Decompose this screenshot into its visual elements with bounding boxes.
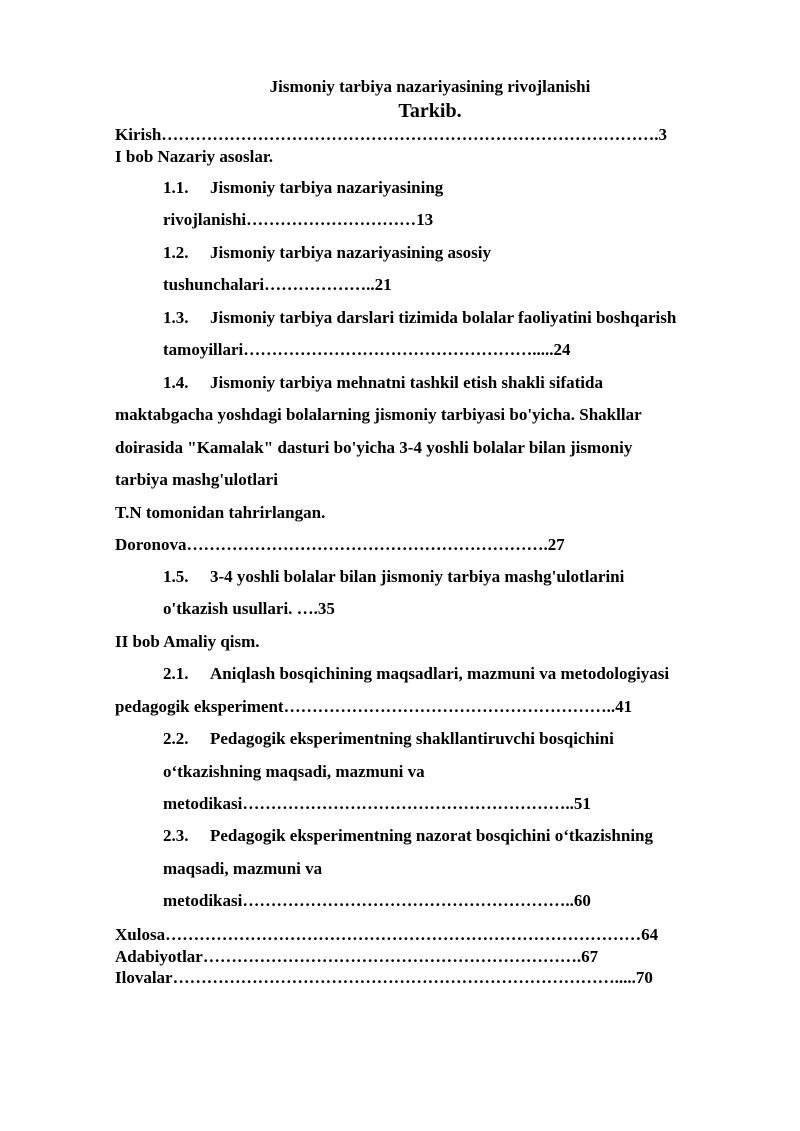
toc-entry-1-2	[163, 243, 491, 263]
toc-entry-xulosa: Xulosa…………………………………………………………………………64	[115, 925, 659, 944]
toc-chapter-1: I bob Nazariy asoslar.	[115, 147, 274, 166]
toc-entry-1-1	[163, 178, 443, 198]
toc-entry-1-4-cont: T.N tomonidan tahrirlangan.	[115, 503, 326, 522]
toc-entry-1-4-cont: Doronova……………………………………………………….27	[115, 535, 565, 554]
toc-entry-adabiyotlar: Adabiyotlar………………………………………………………….67	[115, 947, 599, 966]
section-number: 1.1.	[163, 178, 189, 197]
toc-entry-2-3-cont: maqsadi, mazmuni va	[163, 859, 323, 878]
toc-entry-ilovalar: Ilovalar…………………………………………………………………….....70	[115, 968, 653, 987]
section-number: 2.1.	[163, 664, 189, 683]
section-title: Pedagogik eksperimentning shakllantiruvchi bosqichini	[210, 729, 614, 748]
toc-entry-1-5-cont: o'tkazish usullari. ….35	[163, 599, 335, 618]
section-number: 1.2.	[163, 243, 189, 262]
document-title: Jismoniy tarbiya nazariyasining rivojlanishi	[269, 77, 591, 96]
section-title: Jismoniy tarbiya darslari tizimida bolalar faoliyatini boshqarish	[210, 308, 677, 327]
toc-chapter-2: II bob Amaliy qism.	[115, 632, 260, 651]
toc-entry-1-5	[163, 567, 624, 587]
section-title: Jismoniy tarbiya nazariyasining	[210, 178, 444, 197]
toc-entry-2-1-cont: pedagogik eksperiment…………………………………………………..41	[115, 697, 633, 716]
toc-entry-2-2-cont: metodikasi…………………………………………………..51	[163, 794, 591, 813]
section-title: Jismoniy tarbiya mehnatni tashkil etish shakli sifatida	[210, 373, 603, 392]
toc-entry-kirish: Kirish…………………………………………………………………………….3	[115, 125, 668, 144]
section-number: 1.5.	[163, 567, 189, 586]
toc-entry-1-4-cont: maktabgacha yoshdagi bolalarning jismoniy tarbiyasi bo'yicha. Shakllar	[115, 405, 642, 424]
toc-heading: Tarkib.	[398, 100, 462, 122]
toc-entry-1-4-cont: tarbiya mashg'ulotlari	[115, 470, 278, 489]
toc-entry-1-1-cont: rivojlanishi…………………………13	[163, 210, 434, 229]
section-title: Jismoniy tarbiya nazariyasining asosiy	[210, 243, 492, 262]
section-title: Aniqlash bosqichining maqsadlari, mazmuni va metodologiyasi	[210, 664, 670, 683]
toc-entry-1-2-cont: tushunchalari………………..21	[163, 275, 392, 294]
toc-entry-1-4	[163, 373, 603, 393]
section-number: 1.3.	[163, 308, 189, 327]
toc-entry-2-2-cont: o‘tkazishning maqsadi, mazmuni va	[163, 762, 425, 781]
toc-entry-2-3-cont: metodikasi…………………………………………………..60	[163, 891, 591, 910]
toc-entry-2-3	[163, 826, 653, 846]
toc-entry-1-4-cont: doirasida "Kamalak" dasturi bo'yicha 3-4 yoshli bolalar bilan jismoniy	[115, 438, 633, 457]
section-title: Pedagogik eksperimentning nazorat bosqichini o‘tkazishning	[210, 826, 654, 845]
toc-entry-1-3-cont: tamoyillari…………………………………………….....24	[163, 340, 571, 359]
toc-entry-2-2	[163, 729, 614, 749]
toc-entry-2-1	[163, 664, 669, 684]
toc-entry-1-3	[163, 308, 676, 328]
section-title: 3-4 yoshli bolalar bilan jismoniy tarbiya mashg'ulotlarini	[210, 567, 625, 586]
section-number: 2.2.	[163, 729, 189, 748]
section-number: 1.4.	[163, 373, 189, 392]
section-number: 2.3.	[163, 826, 189, 845]
